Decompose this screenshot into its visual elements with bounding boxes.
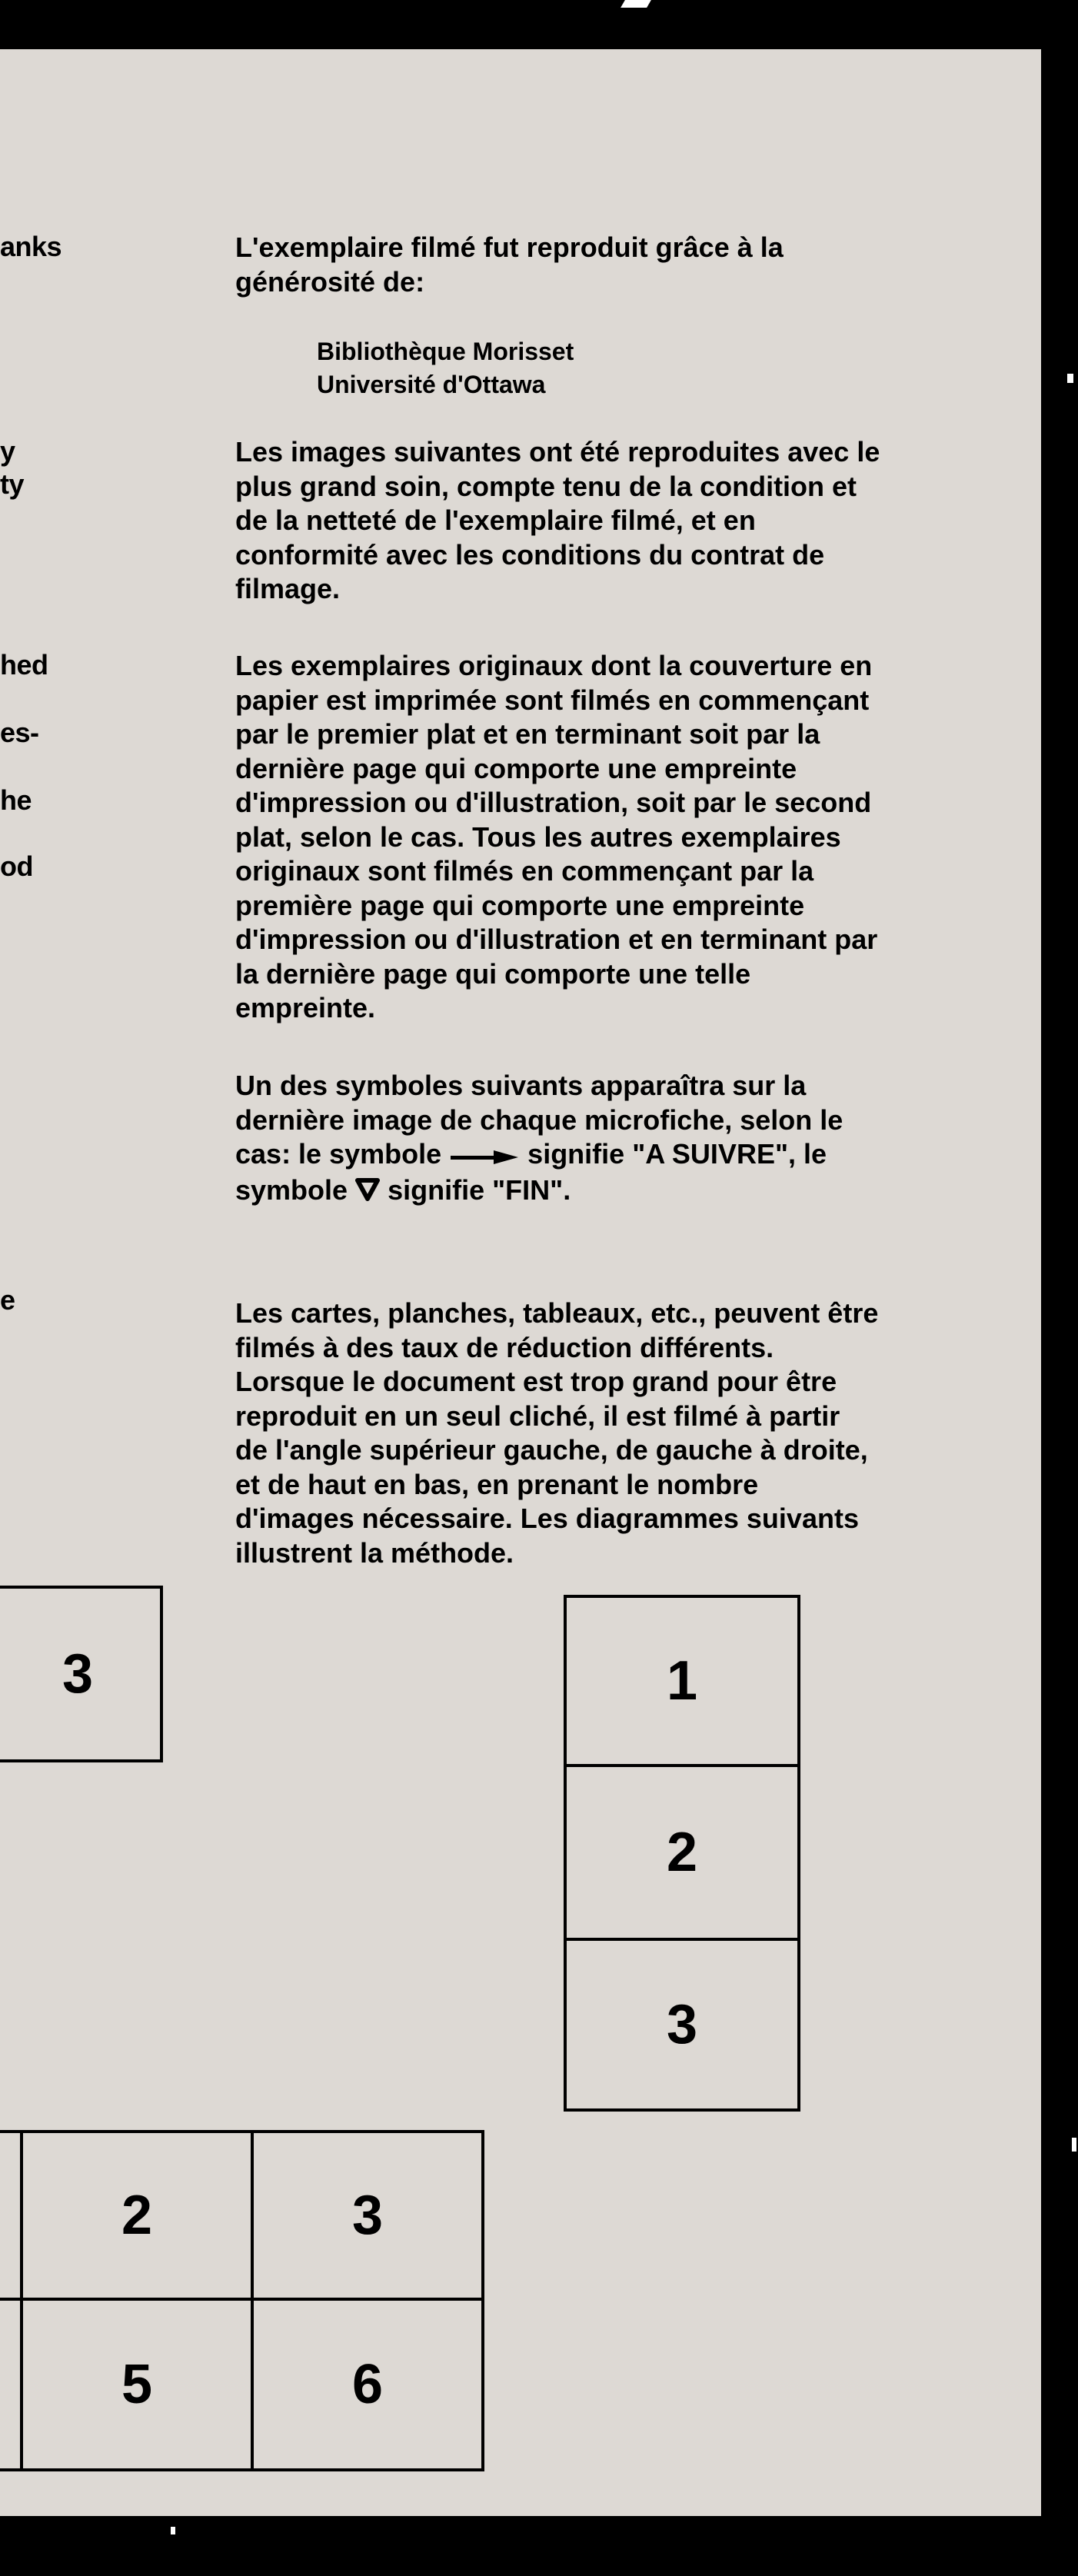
left-fragment: he <box>0 784 32 816</box>
diagram-grid-cell <box>251 2130 484 2301</box>
paragraph-reproduction: Les images suivantes ont été reproduites avec le plus grand soin, compte tenu de la condition et de la netteté de l'exemplaire filmé, et en conformité avec les conditions du contrat de filmage. <box>235 436 880 604</box>
symbols-text: cas: le symbole <box>235 1138 442 1170</box>
left-fragment: y <box>0 435 15 467</box>
scan-speck <box>1072 2138 1076 2152</box>
diagram-vertical-cell <box>564 1595 800 1767</box>
symbols-line: Un des symboles suivants apparaîtra sur la <box>235 1070 807 1101</box>
symbols-line: dernière image de chaque microfiche, selon le <box>235 1103 843 1136</box>
diagram-vertical-cell <box>564 1764 800 1941</box>
diagram-cell-number: 2 <box>121 2185 153 2246</box>
diagram-left-box <box>0 1586 163 1762</box>
paragraph-originals: Les exemplaires originaux dont la couverture en papier est imprimée sont filmés en commençant par le premier plat et en terminant soit par la dernière page qui comporte une empreinte d'impression ou d'illustration, soit par le second plat, selon le cas. Tous les autres exemplaires originaux sont filmés en commençant par la première page qui comporte une empreinte d'impression ou d'illustration et en terminant par la dernière page qui comporte une telle empreinte. <box>235 650 878 1023</box>
symbols-line <box>235 1137 843 1173</box>
diagram-cell-number: 6 <box>351 2354 384 2415</box>
left-fragment: od <box>0 850 33 882</box>
left-fragment: anks <box>0 231 62 262</box>
scan-speck <box>171 2527 175 2534</box>
diagram-grid-cell <box>251 2298 484 2471</box>
diagram-cell-number: 1 <box>666 1650 698 1712</box>
diagram-cell-number: 5 <box>121 2354 153 2415</box>
diagram-cell-number: 3 <box>666 1994 698 2055</box>
diagram-cell-number: 2 <box>666 1822 698 1883</box>
diagram-grid-cell <box>20 2298 254 2471</box>
document-page <box>0 49 1041 2516</box>
intro-text: L'exemplaire filmé fut reproduit grâce à la générosité de: <box>235 231 784 298</box>
credit-library: Bibliothèque Morisset <box>317 338 574 365</box>
left-fragment: e <box>0 1284 15 1316</box>
left-fragment: es- <box>0 717 39 748</box>
symbols-text: symbole <box>235 1173 348 1206</box>
symbols-text: signifie "FIN". <box>388 1173 571 1206</box>
arrow-right-icon <box>449 1139 520 1173</box>
diagram-cell-number: 3 <box>351 2185 384 2246</box>
diagram-grid-cell <box>20 2130 254 2301</box>
diagram-cell-number: 3 <box>62 1643 94 1705</box>
credit-university: Université d'Ottawa <box>317 371 546 398</box>
left-fragment: hed <box>0 649 48 681</box>
credit-block <box>317 335 574 401</box>
scan-speck <box>621 0 651 8</box>
scan-speck <box>1067 374 1073 383</box>
symbols-text: signifie "A SUIVRE", le <box>527 1138 827 1170</box>
symbols-line <box>235 1173 843 1210</box>
paragraph-symbols <box>235 1069 843 1209</box>
left-fragment: ty <box>0 468 25 500</box>
paragraph-maps: Les cartes, planches, tableaux, etc., peuvent être filmés à des taux de réduction différents. Lorsque le document est trop grand pour être reproduit en un seul cliché, il est filmé à partir de l'angle supérieur gauche, de gauche à droite, et de haut en bas, en prenant le nombre d'images nécessaire. Les diagrammes suivants illustrent la méthode. <box>235 1297 879 1569</box>
triangle-down-icon <box>355 1175 380 1210</box>
diagram-vertical-cell <box>564 1938 800 2112</box>
